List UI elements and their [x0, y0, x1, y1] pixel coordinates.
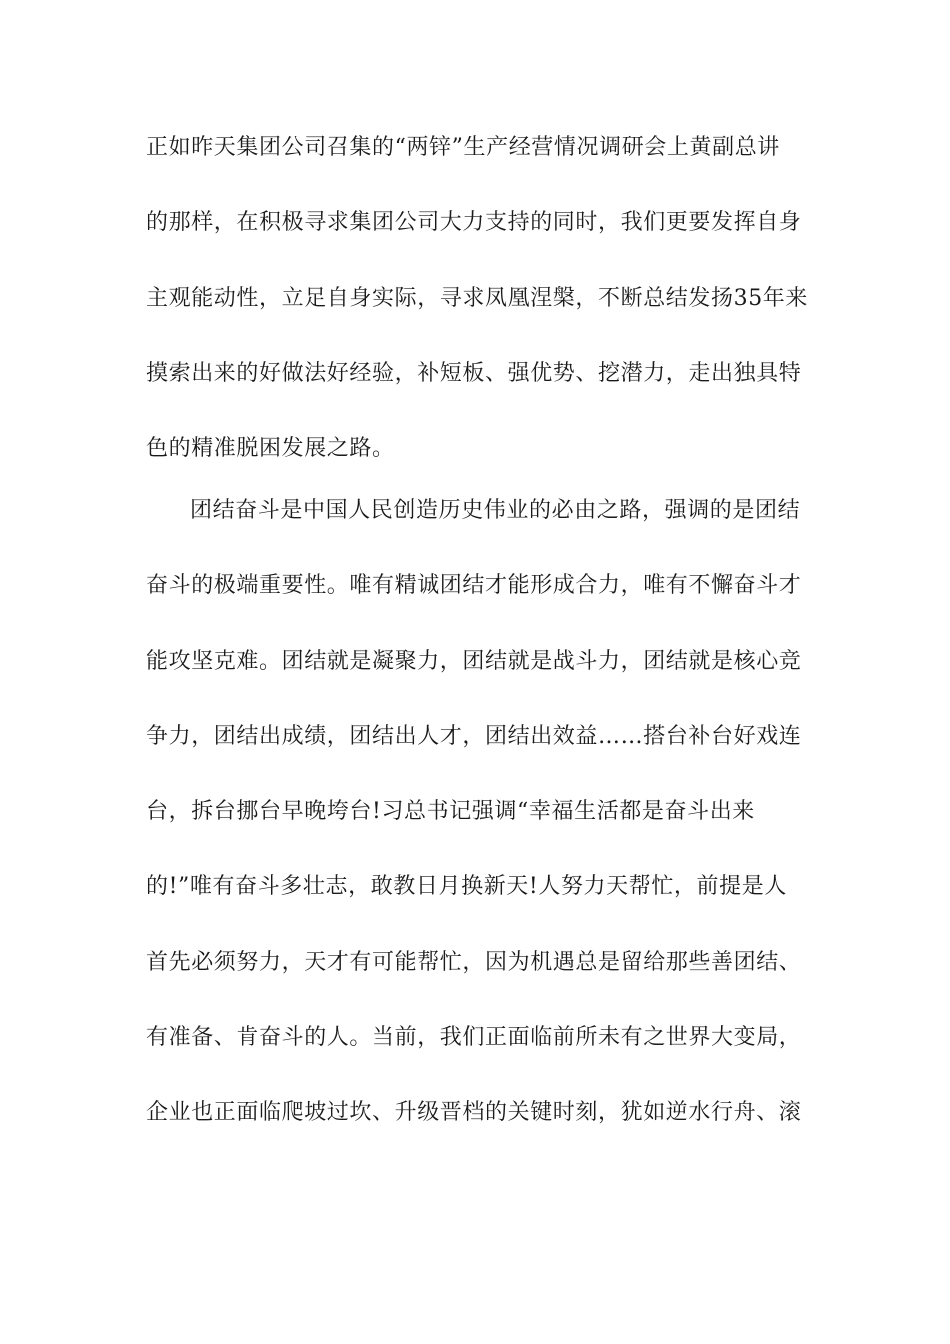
text-line: 争力，团结出成绩，团结出人才，团结出效益……搭台补台好戏连 [146, 724, 802, 749]
text-line: 台，拆台挪台早晚垮台!习总书记强调“幸福生活都是奋斗出来 [146, 799, 755, 824]
text-line: 正如昨天集团公司召集的“两锌”生产经营情况调研会上黄副总讲 [146, 135, 780, 160]
text-line: 色的精准脱困发展之路。 [146, 436, 395, 461]
text-line: 企业也正面临爬坡过坎、升级晋档的关键时刻，犹如逆水行舟、滚 [146, 1100, 802, 1125]
text-line: 有准备、肯奋斗的人。当前，我们正面临前所未有之世界大变局， [146, 1025, 802, 1050]
text-line: 能攻坚克难。团结就是凝聚力，团结就是战斗力，团结就是核心竞 [146, 649, 802, 674]
text-line: 的!”唯有奋斗多壮志，敢教日月换新天!人努力天帮忙，前提是人 [146, 874, 787, 899]
text-line: 摸索出来的好做法好经验，补短板、强优势、挖潜力，走出独具特 [146, 361, 802, 386]
text-line: 团结奋斗是中国人民创造历史伟业的必由之路，强调的是团结 [190, 498, 801, 523]
text-line: 奋斗的极端重要性。唯有精诚团结才能形成合力，唯有不懈奋斗才 [146, 573, 802, 598]
text-line: 的那样，在积极寻求集团公司大力支持的同时，我们更要发挥自身 [146, 210, 802, 235]
text-line: 主观能动性，立足自身实际，寻求凤凰涅槃，不断总结发扬35年来 [146, 286, 808, 311]
text-line: 首先必须努力，天才有可能帮忙，因为机遇总是留给那些善团结、 [146, 950, 802, 975]
